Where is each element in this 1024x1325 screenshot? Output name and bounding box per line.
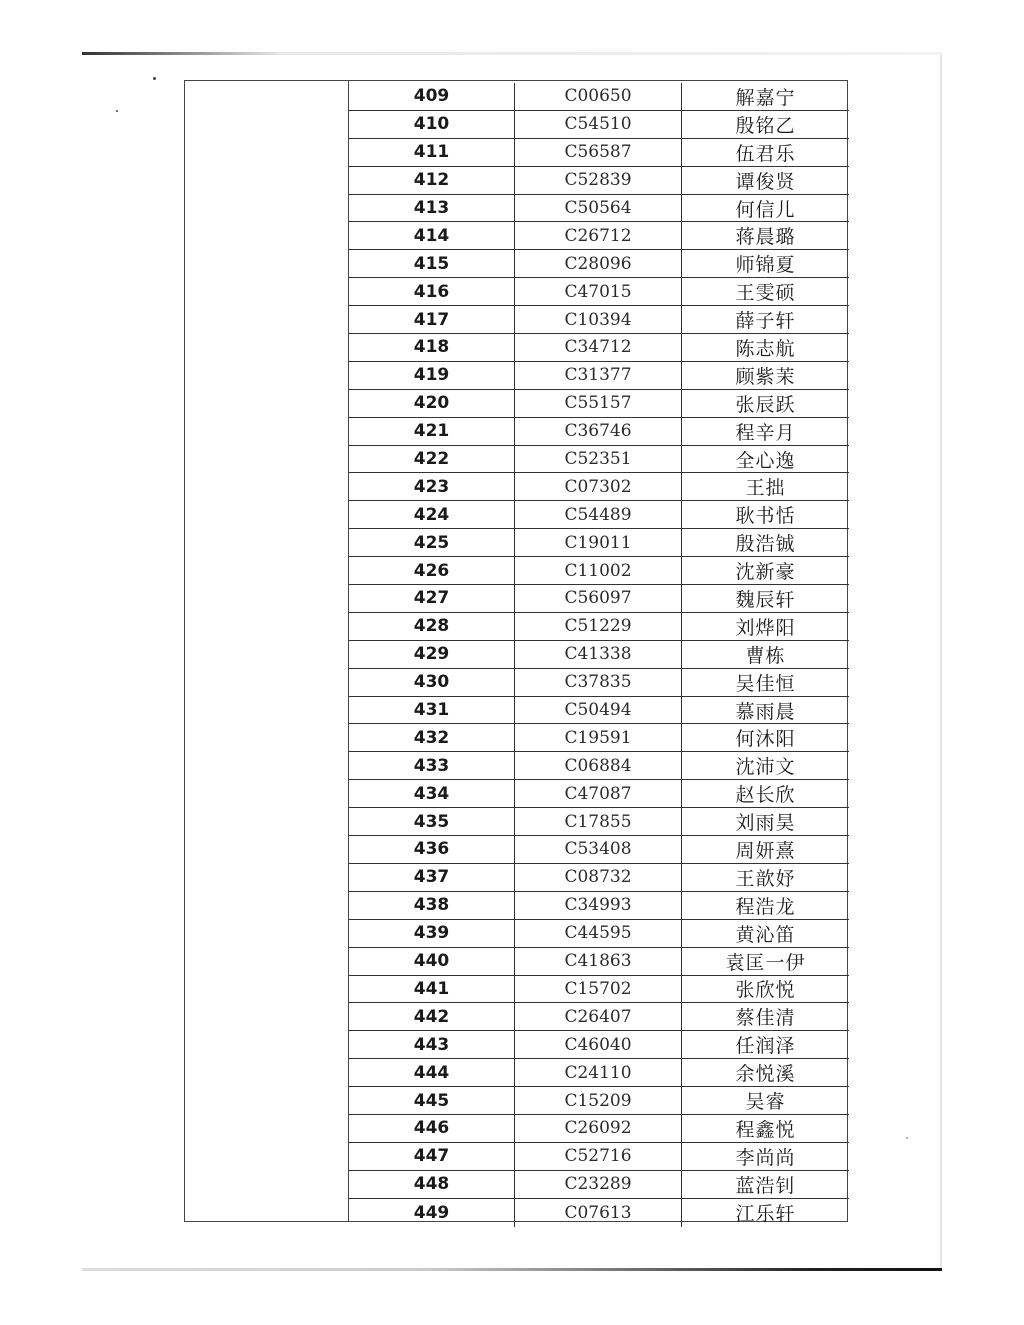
table-row: [349, 278, 849, 306]
student-name-cell: 余悦溪: [735, 1063, 796, 1086]
table-row: [349, 724, 849, 752]
table-row: [349, 418, 849, 446]
table-row: [349, 1003, 849, 1031]
student-name-cell: 全心逸: [735, 449, 796, 472]
row-number-cell: 445: [349, 1087, 515, 1114]
student-name-cell: 沈新豪: [735, 561, 796, 584]
student-name-cell: 谭俊贤: [735, 170, 796, 193]
table-row: [349, 111, 849, 139]
student-id-cell: C08732: [515, 864, 682, 891]
table-row: [349, 139, 849, 167]
table-row: [349, 195, 849, 223]
student-name-cell: 张辰跃: [735, 393, 796, 416]
table-row: [349, 529, 849, 557]
student-id-cell: C34712: [515, 334, 682, 361]
student-name-cell: 刘雨昊: [735, 812, 796, 835]
row-number-cell: 415: [349, 250, 515, 277]
student-id-cell: C36746: [515, 418, 682, 445]
row-number-cell: 412: [349, 167, 515, 194]
student-id-cell: C37835: [515, 669, 682, 696]
table-row: [349, 167, 849, 195]
student-name-cell: 魏辰轩: [735, 588, 796, 611]
student-name-cell: 王雯硕: [735, 282, 796, 305]
student-name-cell: 殷铭乙: [735, 114, 796, 137]
student-id-cell: C24110: [515, 1059, 682, 1086]
student-name-cell: 蓝浩钊: [735, 1174, 796, 1197]
row-number-cell: 446: [349, 1115, 515, 1142]
student-name-cell: 师锦夏: [735, 254, 796, 277]
student-id-cell: C11002: [515, 557, 682, 584]
student-id-cell: C52839: [515, 167, 682, 194]
student-id-cell: C07613: [515, 1199, 682, 1227]
student-id-cell: C54489: [515, 501, 682, 528]
student-id-cell: C15702: [515, 976, 682, 1003]
table-row: [349, 83, 849, 111]
table-row: [349, 1199, 849, 1227]
student-name-cell: 吴佳恒: [735, 672, 796, 695]
table-row: [349, 669, 849, 697]
student-id-cell: C52351: [515, 446, 682, 473]
student-name-cell: 程浩龙: [735, 895, 796, 918]
table-row: [349, 473, 849, 501]
row-number-cell: 423: [349, 473, 515, 500]
student-id-cell: C28096: [515, 250, 682, 277]
row-number-cell: 438: [349, 892, 515, 919]
student-name-cell: 李尚尚: [735, 1146, 796, 1169]
student-name-cell: 慕雨晨: [735, 700, 796, 723]
table-row: [349, 752, 849, 780]
row-number-cell: 424: [349, 501, 515, 528]
student-id-cell: C19591: [515, 724, 682, 751]
dust-speck: [153, 77, 156, 80]
student-name-cell: 何信儿: [735, 198, 796, 221]
row-number-cell: 409: [349, 83, 515, 110]
row-number-cell: 414: [349, 222, 515, 249]
table-row: [349, 1143, 849, 1171]
table-row: [349, 306, 849, 334]
student-id-cell: C31377: [515, 362, 682, 389]
row-number-cell: 427: [349, 585, 515, 612]
table-row: [349, 1171, 849, 1199]
row-number-cell: 430: [349, 669, 515, 696]
table-row: [349, 222, 849, 250]
student-id-cell: C47087: [515, 780, 682, 807]
student-name-cell: 袁匡一伊: [725, 951, 806, 974]
row-number-cell: 411: [349, 139, 515, 166]
student-id-cell: C52716: [515, 1143, 682, 1170]
table-row: [349, 390, 849, 418]
table-row: [349, 585, 849, 613]
row-number-cell: 420: [349, 390, 515, 417]
student-id-cell: C50494: [515, 697, 682, 724]
student-id-cell: C53408: [515, 836, 682, 863]
student-name-cell: 任润泽: [735, 1035, 796, 1058]
student-id-cell: C46040: [515, 1031, 682, 1058]
student-name-cell: 伍君乐: [735, 142, 796, 165]
table-row: [349, 613, 849, 641]
table-row: [349, 1031, 849, 1059]
student-name-cell: 殷浩铖: [735, 533, 796, 556]
row-number-cell: 431: [349, 697, 515, 724]
student-name-cell: 何沐阳: [735, 728, 796, 751]
row-number-cell: 434: [349, 780, 515, 807]
table-row: [349, 641, 849, 669]
table-row: [349, 808, 849, 836]
table-body: [349, 83, 849, 1227]
blank-merged-column: [185, 81, 349, 1221]
student-id-cell: C19011: [515, 529, 682, 556]
student-id-cell: C34993: [515, 892, 682, 919]
student-id-cell: C15209: [515, 1087, 682, 1114]
table-row: [349, 892, 849, 920]
table-row: [349, 362, 849, 390]
student-id-cell: C00650: [515, 83, 682, 110]
row-number-cell: 436: [349, 836, 515, 863]
page-edge-top: [82, 52, 942, 55]
table-row: [349, 948, 849, 976]
dust-speck: [116, 110, 118, 112]
row-number-cell: 432: [349, 724, 515, 751]
row-number-cell: 421: [349, 418, 515, 445]
table-row: [349, 976, 849, 1004]
student-id-cell: C10394: [515, 306, 682, 333]
dust-speck: [906, 1137, 908, 1139]
row-number-cell: 429: [349, 641, 515, 668]
row-number-cell: 448: [349, 1171, 515, 1198]
student-name-cell: 陈志航: [735, 337, 796, 360]
student-name-cell: 张欣悦: [735, 979, 796, 1002]
student-id-cell: C26092: [515, 1115, 682, 1142]
student-name-cell: 解嘉宁: [735, 86, 796, 109]
student-id-cell: C23289: [515, 1171, 682, 1198]
student-name-cell: 王歆妤: [735, 867, 796, 890]
student-name-cell: 曹栋: [745, 644, 786, 667]
row-number-cell: 416: [349, 278, 515, 305]
student-name-cell: 刘烨阳: [735, 616, 796, 639]
student-name-cell: 薛子轩: [735, 310, 796, 333]
row-number-cell: 449: [349, 1199, 515, 1227]
student-id-cell: C54510: [515, 111, 682, 138]
table-row: [349, 864, 849, 892]
student-id-cell: C56097: [515, 585, 682, 612]
row-number-cell: 422: [349, 446, 515, 473]
student-id-cell: C56587: [515, 139, 682, 166]
student-name-cell: 蔡佳清: [735, 1007, 796, 1030]
student-name-cell: 王拙: [745, 477, 786, 500]
row-number-cell: 410: [349, 111, 515, 138]
row-number-cell: 419: [349, 362, 515, 389]
row-number-cell: 447: [349, 1143, 515, 1170]
student-id-cell: C06884: [515, 752, 682, 779]
student-name-cell: 沈沛文: [735, 756, 796, 779]
student-id-cell: C07302: [515, 473, 682, 500]
table-row: [349, 1087, 849, 1115]
student-id-cell: C17855: [515, 808, 682, 835]
student-id-cell: C41338: [515, 641, 682, 668]
student-name-cell: 蒋晨璐: [735, 226, 796, 249]
row-number-cell: 435: [349, 808, 515, 835]
row-number-cell: 442: [349, 1003, 515, 1030]
row-number-cell: 441: [349, 976, 515, 1003]
row-number-cell: 437: [349, 864, 515, 891]
table-row: [349, 697, 849, 725]
row-number-cell: 425: [349, 529, 515, 556]
student-name-cell: 江乐轩: [735, 1203, 796, 1226]
page-edge-right: [940, 55, 942, 1270]
page-edge-bottom: [82, 1268, 942, 1271]
row-number-cell: 426: [349, 557, 515, 584]
student-id-cell: C26407: [515, 1003, 682, 1030]
table-row: [349, 557, 849, 585]
row-number-cell: 417: [349, 306, 515, 333]
table-row: [349, 334, 849, 362]
student-id-cell: C26712: [515, 222, 682, 249]
student-id-cell: C51229: [515, 613, 682, 640]
student-name-cell: 程辛月: [735, 421, 796, 444]
student-name-cell: 程鑫悦: [735, 1118, 796, 1141]
student-id-cell: C47015: [515, 278, 682, 305]
row-number-cell: 439: [349, 920, 515, 947]
table-row: [349, 920, 849, 948]
student-id-cell: C44595: [515, 920, 682, 947]
student-name-cell: 周妍熹: [735, 840, 796, 862]
student-id-cell: C50564: [515, 195, 682, 222]
row-number-cell: 418: [349, 334, 515, 361]
table-row: [349, 1115, 849, 1143]
student-id-cell: C55157: [515, 390, 682, 417]
row-number-cell: 433: [349, 752, 515, 779]
table-row: [349, 780, 849, 808]
row-number-cell: 444: [349, 1059, 515, 1086]
table-row: [349, 446, 849, 474]
table-row: [349, 836, 849, 864]
row-number-cell: 428: [349, 613, 515, 640]
student-name-cell: 耿书恬: [735, 505, 796, 528]
student-id-cell: C41863: [515, 948, 682, 975]
table-row: [349, 1059, 849, 1087]
row-number-cell: 443: [349, 1031, 515, 1058]
table-row: [349, 250, 849, 278]
table-row: [349, 501, 849, 529]
student-name-cell: 吴睿: [745, 1091, 786, 1114]
row-number-cell: 413: [349, 195, 515, 222]
student-name-cell: 黄沁笛: [735, 923, 796, 946]
roster-table: [184, 80, 848, 1226]
student-name-cell: 赵长欣: [735, 784, 796, 807]
student-name-cell: 顾紫茉: [735, 365, 796, 388]
row-number-cell: 440: [349, 948, 515, 975]
